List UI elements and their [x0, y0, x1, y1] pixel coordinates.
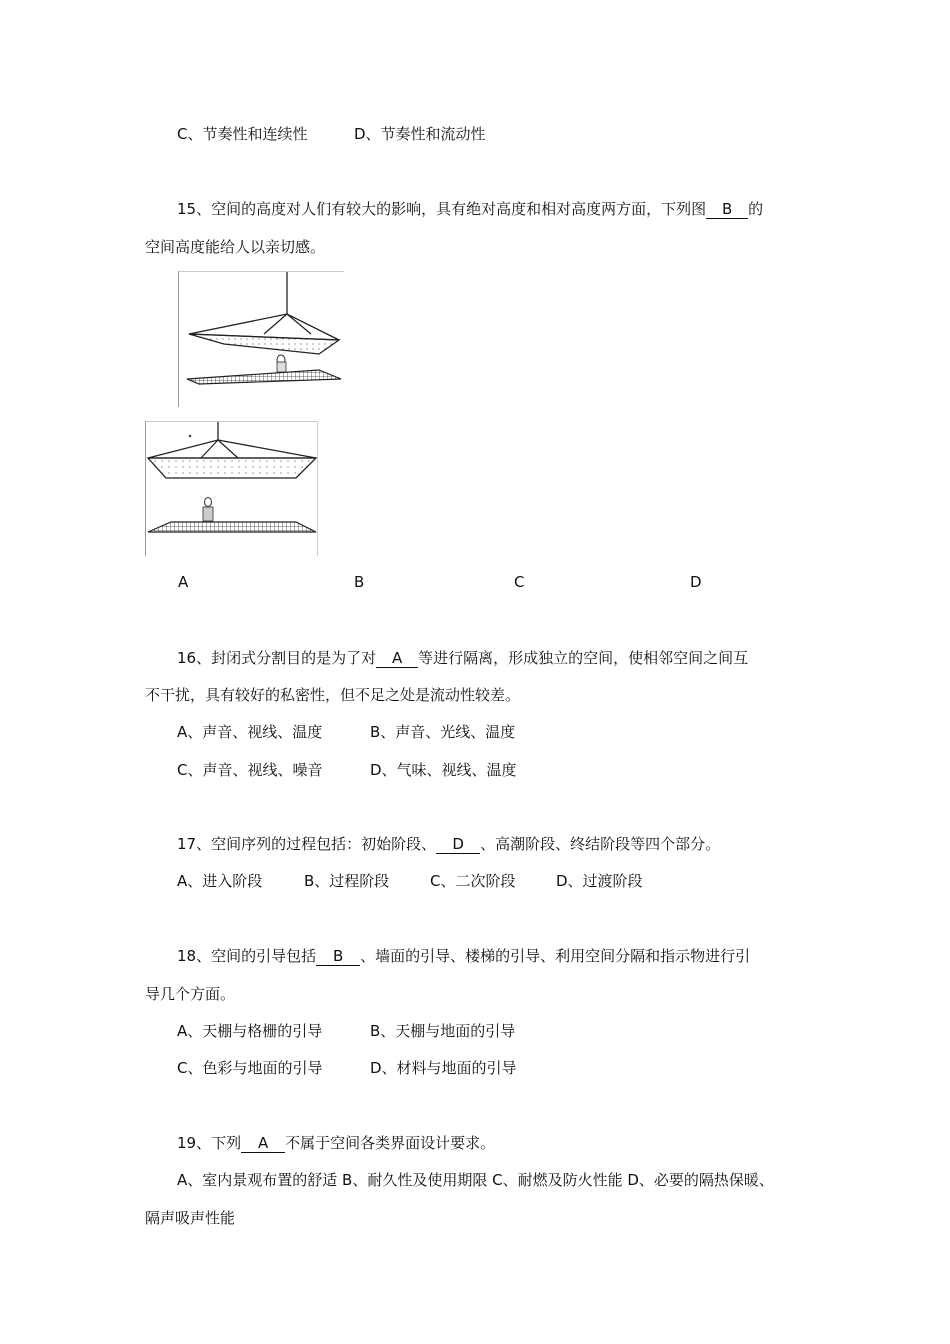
figure-low-space: [145, 421, 318, 556]
q18-stem: [177, 946, 750, 966]
q18-option-a: A、天棚与格栅的引导: [177, 1022, 323, 1040]
q15-stem-end: 的: [748, 200, 764, 218]
q17-answer: D: [436, 835, 480, 854]
q16-option-b: B、声音、光线、温度: [370, 723, 516, 741]
q18-stem-end: 、墙面的引导、楼梯的引导、利用空间分隔和指示物进行引: [360, 947, 751, 965]
q19-answer: A: [241, 1134, 285, 1153]
q15-answer: B: [706, 200, 748, 219]
q17-option-d: D、过渡阶段: [556, 872, 643, 890]
q18-option-c: C、色彩与地面的引导: [177, 1059, 323, 1077]
q16-stem-end: 等进行隔离，形成独立的空间，使相邻空间之间互: [418, 649, 749, 667]
q18-answer: B: [316, 947, 360, 966]
q17-stem-text: 17、空间序列的过程包括：初始阶段、: [177, 835, 437, 853]
q14-option-c: C、节奏性和连续性: [177, 125, 308, 143]
q17-option-a: A、进入阶段: [177, 872, 263, 890]
q14-option-d: D、节奏性和流动性: [354, 125, 486, 143]
q17-option-b: B、过程阶段: [304, 872, 390, 890]
q18-option-d: D、材料与地面的引导: [370, 1059, 517, 1077]
q16-option-a: A、声音、视线、温度: [177, 723, 323, 741]
q18-stem-line2: 导几个方面。: [145, 985, 236, 1003]
q16-option-c: C、声音、视线、噪音: [177, 761, 323, 779]
q18-option-b: B、天棚与地面的引导: [370, 1022, 516, 1040]
q17-stem-end: 、高潮阶段、终结阶段等四个部分。: [480, 835, 721, 853]
q16-stem-line2: 不干扰，具有较好的私密性，但不足之处是流动性较差。: [145, 686, 521, 704]
figure-label-c: C: [514, 573, 525, 591]
q18-stem-text: 18、空间的引导包括: [177, 947, 317, 965]
figure-label-d: D: [690, 573, 702, 591]
q15-stem-text: 15、空间的高度对人们有较大的影响，具有绝对高度和相对高度两方面，下列图: [177, 200, 707, 218]
q16-answer: A: [376, 649, 418, 668]
q16-option-d: D、气味、视线、温度: [370, 761, 517, 779]
q15-stem: [177, 199, 763, 219]
q19-stem-text: 19、下列: [177, 1134, 242, 1152]
q17-option-c: C、二次阶段: [430, 872, 516, 890]
q19-options-line2: 隔声吸声性能: [145, 1209, 236, 1227]
q17-stem: [177, 834, 720, 854]
q16-stem: [177, 648, 748, 668]
q15-stem-line2: 空间高度能给人以亲切感。: [145, 238, 326, 256]
q19-options-line1: A、室内景观布置的舒适 B、耐久性及使用期限 C、耐燃及防火性能 D、必要的隔热保暖、: [177, 1171, 774, 1189]
q19-stem-end: 不属于空间各类界面设计要求。: [285, 1134, 496, 1152]
figure-label-a: A: [178, 573, 189, 591]
figure-tall-space: [178, 271, 344, 407]
figure-label-b: B: [354, 573, 365, 591]
q19-stem: [177, 1133, 495, 1153]
q16-stem-text: 16、封闭式分割目的是为了对: [177, 649, 377, 667]
